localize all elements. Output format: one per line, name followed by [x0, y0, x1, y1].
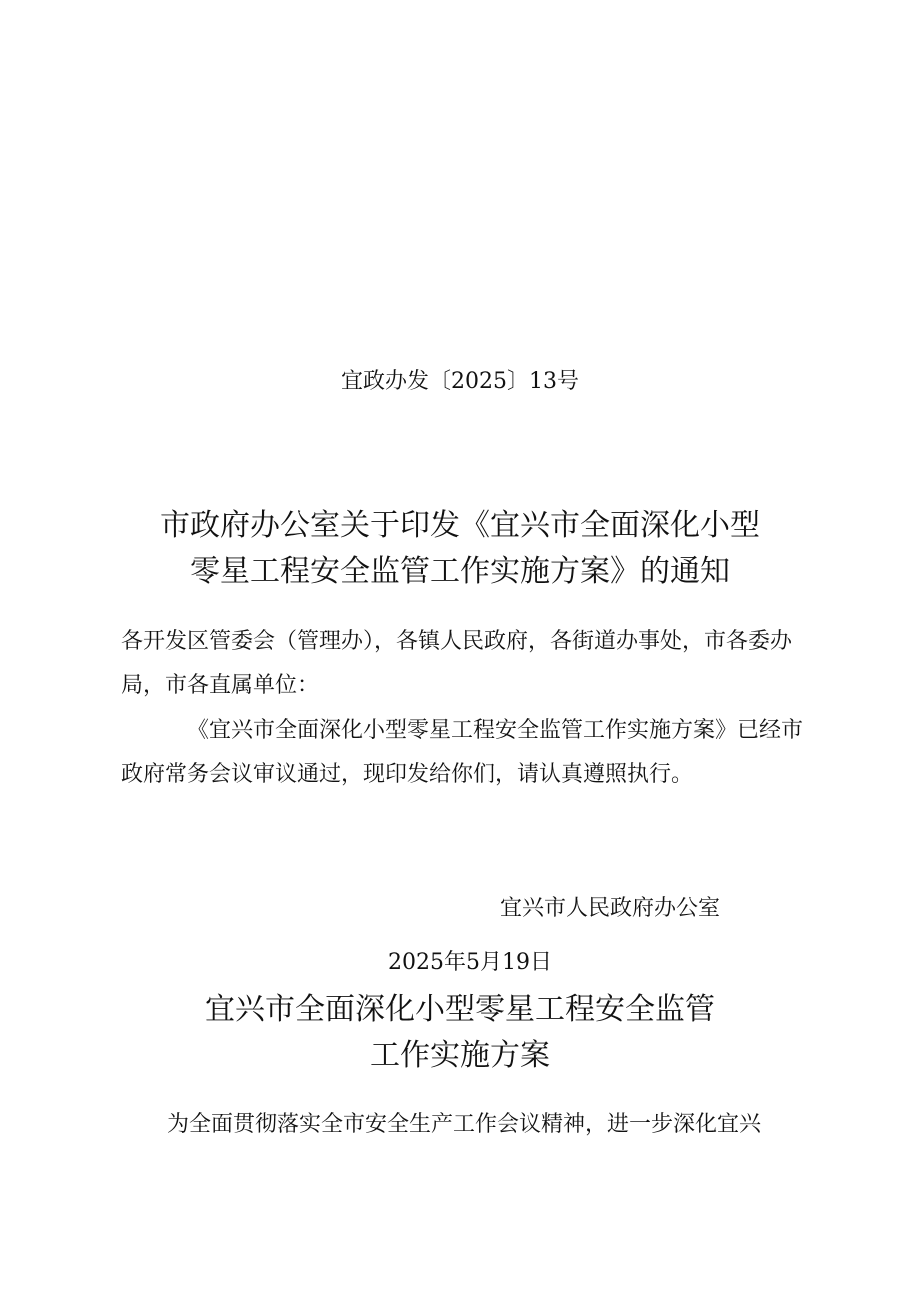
notice-title — [0, 503, 920, 595]
plan-title-line-1: 宜兴市全面深化小型零星工程安全监管 — [205, 992, 715, 1027]
notice-title-line-1: 市政府办公室关于印发《宜兴市全面深化小型 — [160, 508, 760, 543]
document-number: 宜政办发〔2025〕13号 — [341, 369, 579, 394]
issuing-office: 宜兴市人民政府办公室 — [500, 896, 721, 921]
plan-title-line-2: 工作实施方案 — [370, 1038, 550, 1073]
plan-intro-paragraph: 为全面贯彻落实全市安全生产工作会议精神，进一步深化宜兴 — [167, 1112, 762, 1137]
plan-title — [0, 987, 920, 1079]
notice-body: 《宜兴市全面深化小型零星工程安全监管工作实施方案》已经市政府常务会议审议通过，现印发给你们，请认真遵照执行。 — [121, 718, 804, 787]
notice-title-line-2: 零星工程安全监管工作实施方案》的通知 — [190, 554, 730, 589]
issue-date: 2025年5月19日 — [388, 950, 552, 975]
addressee: 各开发区管委会（管理办），各镇人民政府，各街道办事处，市各委办局，市各直属单位： — [121, 629, 793, 698]
